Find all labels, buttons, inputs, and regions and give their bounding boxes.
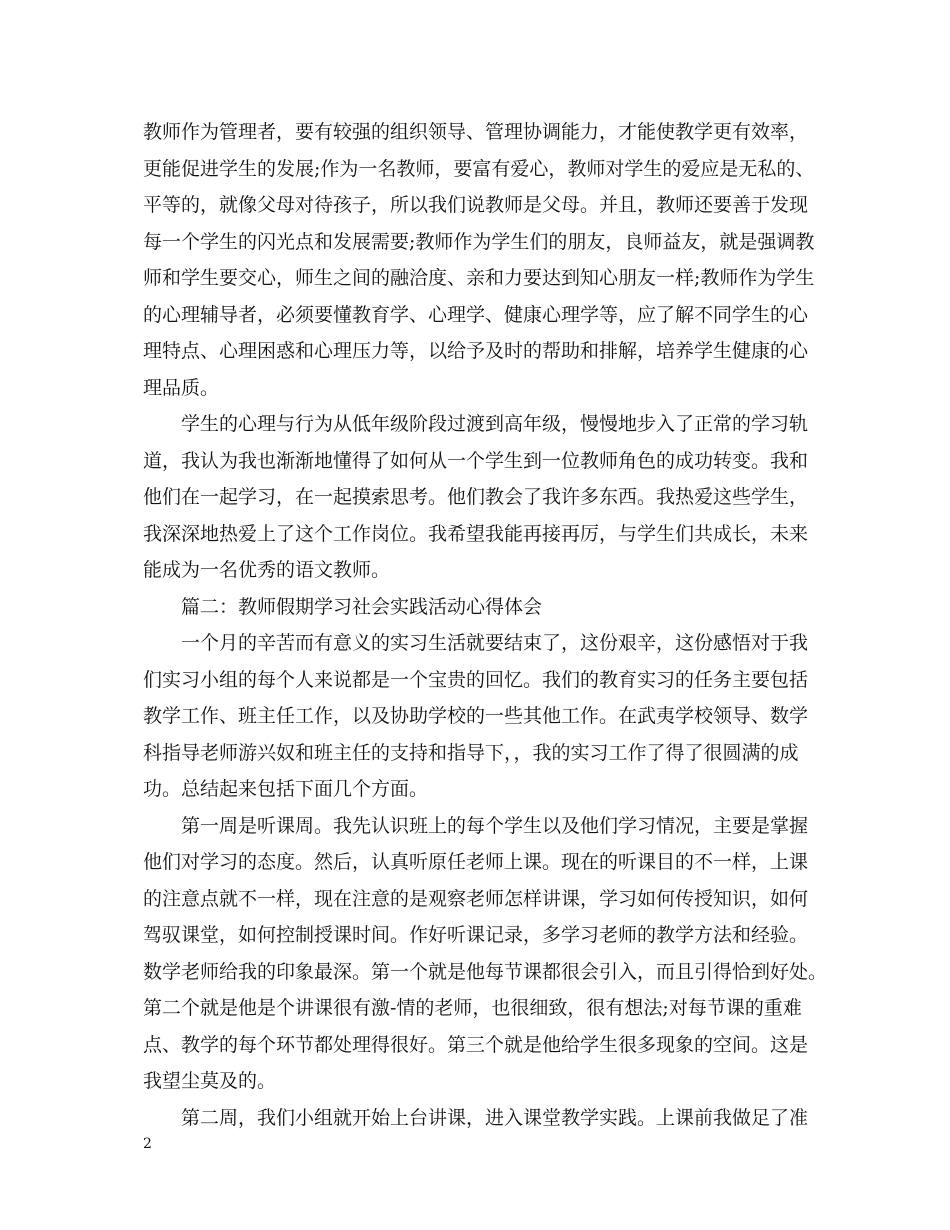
page-number: 2 bbox=[143, 1136, 152, 1152]
text-line: 我深深地热爱上了这个工作岗位。我希望我能再接再厉，与学生们共成长，未来 bbox=[143, 522, 809, 545]
text-line: 篇二：教师假期学习社会实践活动心得体会 bbox=[181, 595, 543, 618]
text-line: 点、教学的每个环节都处理得很好。第三个就是他给学生很多现象的空间。这是 bbox=[143, 1033, 809, 1056]
text-line: 能成为一名优秀的语文教师。 bbox=[143, 559, 391, 581]
text-line: 每一个学生的闪光点和发展需要;教师作为学生们的朋友，良师益友，就是强调教 bbox=[143, 230, 815, 253]
text-line: 一个月的辛苦而有意义的实习生活就要结束了，这份艰辛，这份感悟对于我 bbox=[181, 632, 809, 654]
text-line: 数学老师给我的印象最深。第一个就是他每节课都很会引入，而且引得恰到好处。 bbox=[143, 960, 828, 983]
text-line: 他们对学习的态度。然后，认真听原任老师上课。现在的听课目的不一样，上课 bbox=[143, 851, 809, 873]
body-text bbox=[143, 114, 833, 1136]
text-line: 科指导老师游兴奴和班主任的支持和指导下，，我的实习工作了得了很圆满的成 bbox=[143, 741, 799, 764]
text-line: 教师作为管理者，要有较强的组织领导、管理协调能力，才能使教学更有效率， bbox=[143, 121, 809, 143]
text-line: 第二个就是他是个讲课很有激-情的老师，也很细致，很有想法;对每节课的重难 bbox=[143, 997, 802, 1019]
text-line: 的心理辅导者，必须要懂教育学、心理学、健康心理学等，应了解不同学生的心 bbox=[143, 303, 809, 326]
text-line: 学生的心理与行为从低年级阶段过渡到高年级，慢慢地步入了正常的学习轨 bbox=[181, 413, 809, 435]
text-line: 更能促进学生的发展;作为一名教师，要富有爱心，教师对学生的爱应是无私的、 bbox=[143, 157, 815, 180]
text-line: 第二周，我们小组就开始上台讲课，进入课堂教学实践。上课前我做足了准 bbox=[181, 1106, 809, 1129]
text-line: 理品质。 bbox=[143, 376, 220, 399]
text-line: 功。总结起来包括下面几个方面。 bbox=[143, 778, 429, 800]
text-line: 驾驭课堂，如何控制授课时间。作好听课记录，多学习老师的教学方法和经验。 bbox=[143, 924, 809, 946]
text-line: 教学工作、班主任工作，以及协助学校的一些其他工作。在武夷学校领导、数学 bbox=[143, 705, 809, 727]
text-line: 他们在一起学习，在一起摸索思考。他们教会了我许多东西。我热爱这些学生， bbox=[143, 486, 809, 508]
text-line: 第一周是听课周。我先认识班上的每个学生以及他们学习情况，主要是掌握 bbox=[181, 814, 809, 837]
text-line: 平等的，就像父母对待孩子，所以我们说教师是父母。并且，教师还要善于发现 bbox=[143, 194, 809, 216]
text-line: 道，我认为我也渐渐地懂得了如何从一个学生到一位教师角色的成功转变。我和 bbox=[143, 449, 809, 472]
text-line: 们实习小组的每个人来说都是一个宝贵的回忆。我们的教育实习的任务主要包括 bbox=[143, 668, 809, 691]
text-line: 我望尘莫及的。 bbox=[143, 1070, 277, 1092]
text-line: 的注意点就不一样，现在注意的是观察老师怎样讲课，学习如何传授知识，如何 bbox=[143, 887, 809, 910]
text-line: 理特点、心理困惑和心理压力等，以给予及时的帮助和排解，培养学生健康的心 bbox=[143, 340, 809, 362]
text-line: 师和学生要交心，师生之间的融洽度、亲和力要达到知心朋友一样;教师作为学生 bbox=[143, 267, 815, 289]
